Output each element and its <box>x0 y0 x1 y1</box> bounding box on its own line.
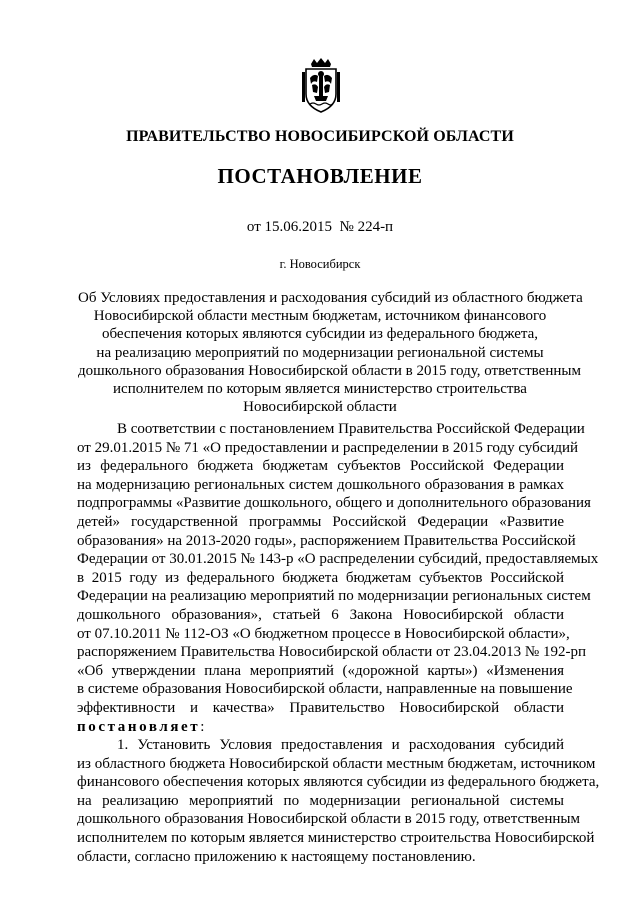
document-number: 224-п <box>357 219 394 235</box>
preamble-line: из федерального бюджета бюджетам субъектов Российской Федерации <box>77 458 564 475</box>
subject-line: Об Условиях предоставления и расходования субсидий из областного бюджета <box>78 290 583 306</box>
preamble-line: на модернизацию региональных систем дошкольного образования в рамках <box>77 476 564 493</box>
preamble-line: в 2015 году из федерального бюджета бюджетам субъектов Российской <box>77 569 564 586</box>
preamble-line: В соответствии с постановлением Правительства Российской Федерации <box>117 421 585 437</box>
subject-line: исполнителем по которым является министерство строительства <box>113 381 527 398</box>
coat-of-arms-icon <box>300 58 342 114</box>
item1-line: исполнителем по которым является министерство строительства Новосибирской <box>77 830 595 847</box>
preamble-line: Федерации на реализацию мероприятий по модернизации региональных систем <box>77 588 591 605</box>
preamble-line: образования» на 2013-2020 годы», распоряжением Правительства Российской <box>77 532 576 549</box>
preamble-line: «Об утверждении плана мероприятий («дорожной карты») «Изменения <box>77 662 564 679</box>
resolves-colon: : <box>200 718 205 735</box>
item1-line: области, согласно приложению к настоящему постановлению. <box>77 848 476 865</box>
document-type: ПОСТАНОВЛЕНИЕ <box>217 164 423 188</box>
item1-line: 1. Установить Условия предоставления и расходования субсидий <box>117 737 564 754</box>
item1-line: дошкольного образования Новосибирской области в 2015 году, ответственным <box>77 811 580 828</box>
subject-line: на реализацию мероприятий по модернизации региональной системы <box>96 344 544 361</box>
preamble-line: от 29.01.2015 № 71 «О предоставлении и распределении в 2015 году субсидий <box>77 439 579 456</box>
preamble-line: дошкольного образования», статьей 6 Закона Новосибирской области <box>77 606 564 623</box>
preamble-line: подпрограммы «Развитие дошкольного, общего и дополнительного образования <box>77 495 591 512</box>
document-date: 15.06.2015 <box>264 219 332 235</box>
preamble-line: Федерации от 30.01.2015 № 143-р «О распределении субсидий, предоставляемых <box>77 551 599 568</box>
preamble-line: эффективности и качества» Правительство Новосибирской области <box>77 699 564 716</box>
item1-line: из областного бюджета Новосибирской области местным бюджетам, источником <box>77 755 596 772</box>
number-prefix: № <box>339 219 354 235</box>
resolves-line <box>77 718 564 737</box>
preamble-line: от 07.10.2011 № 112-ОЗ «О бюджетном процессе в Новосибирской области», <box>77 625 570 642</box>
subject-line: Новосибирской области местным бюджетам, источником финансового <box>93 308 547 325</box>
item1-line: финансового обеспечения которых являются субсидии из федерального бюджета, <box>77 774 600 791</box>
city-name: г. Новосибирск <box>279 257 361 271</box>
subject-line: дошкольного образования Новосибирской области в 2015 году, ответственным <box>78 362 581 379</box>
resolves-word: постановляет <box>77 718 201 735</box>
item1-line: на реализацию мероприятий по модернизации региональной системы <box>77 792 564 809</box>
preamble-line: детей» государственной программы Российской Федерации «Развитие <box>77 513 564 530</box>
preamble-line: в системе образования Новосибирской области, направленные на повышение <box>77 681 573 698</box>
subject-line: обеспечения которых являются субсидии из федерального бюджета, <box>101 326 539 343</box>
subject-line: Новосибирской области <box>243 399 397 416</box>
preamble-line: распоряжением Правительства Новосибирской области от 23.04.2013 № 192-рп <box>77 644 586 661</box>
document-body <box>77 420 600 866</box>
organization-title: ПРАВИТЕЛЬСТВО НОВОСИБИРСКОЙ ОБЛАСТИ <box>126 128 514 145</box>
document-subject <box>78 289 583 416</box>
date-prefix: от <box>246 219 261 235</box>
document-date-number <box>0 219 640 236</box>
